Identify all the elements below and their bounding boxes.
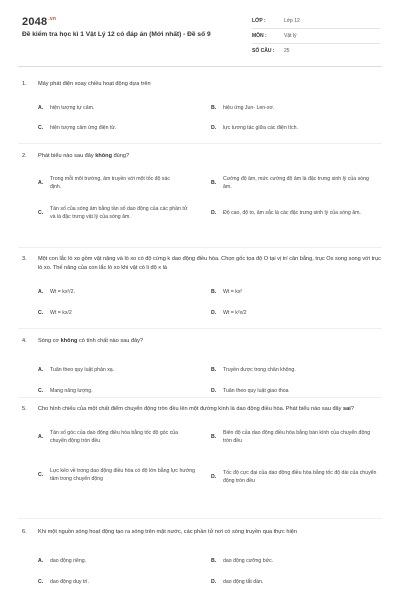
question-header	[22, 528, 382, 537]
option-c[interactable]	[38, 578, 208, 586]
option-text: Tốc độ cực đại của dao động điều hòa bằng tốc độ dài của chuyển động tròn đều	[223, 470, 377, 484]
question-header	[22, 255, 382, 273]
option-letter: B.	[211, 434, 217, 440]
question-1	[22, 80, 382, 129]
options-grid	[38, 537, 382, 587]
header-divider	[18, 66, 382, 67]
options-grid	[38, 346, 382, 394]
meta-key: MÔN :	[252, 33, 267, 39]
option-text: Lực kéo về trong dao động điều hòa có độ lớn bằng lực hướng tâm trong chuyển động	[50, 468, 195, 482]
option-letter: C.	[38, 210, 44, 216]
option-text: Mang năng lượng.	[50, 388, 93, 394]
question-4	[22, 337, 382, 394]
option-a[interactable]	[38, 288, 208, 296]
divider	[18, 328, 382, 329]
option-c[interactable]	[38, 387, 208, 395]
option-letter: A.	[38, 434, 44, 440]
option-letter: C.	[38, 388, 44, 394]
option-b[interactable]	[211, 104, 381, 112]
option-text: lực tương tác giữa các điện tích.	[223, 125, 298, 131]
meta-row-subject	[252, 29, 380, 44]
option-letter: A.	[38, 289, 44, 295]
question-text-part: ?	[350, 406, 354, 412]
option-text: Biên độ của dao động điều hòa bằng bán kính của chuyển động tròn đều	[223, 430, 371, 444]
option-text: dao động duy trì.	[50, 579, 89, 585]
option-c[interactable]	[38, 309, 208, 317]
meta-key: SỐ CÂU :	[252, 48, 275, 54]
option-d[interactable]	[211, 578, 381, 586]
option-text: hiện tượng tự cảm.	[50, 105, 95, 111]
question-text-emphasis: sai	[343, 406, 351, 412]
option-formula: Wt = kx/2	[50, 310, 72, 316]
options-grid	[38, 414, 382, 504]
divider	[18, 143, 382, 144]
question-text-part: Sóng cơ	[38, 338, 61, 344]
option-letter: D.	[211, 474, 217, 480]
divider	[18, 518, 382, 519]
option-text: hiện tượng cảm ứng điện từ.	[50, 125, 117, 131]
question-text	[38, 405, 382, 414]
option-letter: A.	[38, 558, 44, 564]
option-letter: D.	[211, 210, 217, 216]
option-letter: A.	[38, 180, 44, 186]
options-grid	[38, 89, 382, 129]
option-text: dao động cưỡng bức.	[223, 558, 274, 564]
document-title: Đề kiểm tra học kì 1 Vật Lý 12 có đáp án (Mới nhất) - Đề số 9	[22, 31, 211, 38]
question-text-emphasis: không	[60, 338, 78, 344]
meta-row-class	[252, 14, 380, 29]
question-5	[22, 405, 382, 504]
option-letter: D.	[211, 579, 217, 585]
question-text-part: đúng?	[112, 153, 130, 159]
option-text: dao động tắt dần.	[223, 579, 264, 585]
question-number: 4.	[22, 338, 27, 344]
question-text-part: Cho hình chiếu của một chất điểm chuyển động tròn đều lên một đường kính là dao động điều hòa. Phát biểu nào sau đây	[38, 406, 344, 412]
option-formula: Wt = kx²	[223, 289, 243, 295]
options-grid	[38, 161, 382, 241]
question-number: 1.	[22, 81, 27, 87]
meta-value: 25	[284, 48, 290, 54]
option-letter: C.	[38, 125, 44, 131]
option-d[interactable]	[211, 124, 381, 132]
option-letter: A.	[38, 367, 44, 373]
option-b[interactable]	[211, 366, 381, 374]
option-text: Cường độ âm, mức cường độ âm là đặc trưng sinh lý của sóng âm.	[223, 176, 369, 190]
question-6	[22, 528, 382, 587]
option-text: Truyền được trong chân không.	[223, 367, 296, 373]
meta-value: Lớp 12	[284, 18, 300, 24]
option-text: Trong mỗi môi trường, âm truyền với một tốc độ xác định.	[50, 176, 170, 190]
option-c[interactable]	[38, 205, 208, 221]
option-letter: D.	[211, 310, 217, 316]
option-letter: A.	[38, 105, 44, 111]
meta-panel	[252, 14, 380, 58]
option-text: Độ cao, độ to, âm sắc là các đặc trưng sinh lý của sóng âm.	[223, 210, 361, 216]
option-formula: Wt = k²x/2	[223, 310, 247, 316]
question-header	[22, 80, 382, 89]
option-letter: B.	[211, 558, 217, 564]
question-text-part: Phát biểu nào sau đây	[38, 153, 96, 159]
question-text: Khi một nguồn sóng hoạt động tạo ra sóng trên mặt nước, các phần tử nơi có sóng truyền qua thực hiện	[38, 529, 297, 535]
option-text: Tuân theo quy luật phản xạ.	[50, 367, 115, 373]
meta-value: Vật lý	[284, 33, 297, 39]
question-text: Một con lắc lò xo gồm vật nặng và lò xo có độ cứng k dao động điều hòa. Chọn gốc tọa độ O tại vị trí cân bằng, trục Ox song song với trục lò xo. Thế năng của con lắc lò xo khi vật có li độ x là	[38, 256, 381, 271]
option-d[interactable]	[211, 469, 381, 485]
question-number: 5.	[22, 406, 27, 412]
option-letter: B.	[211, 105, 217, 111]
option-text: Tuân theo quy luật giao thoa	[223, 388, 289, 394]
option-b[interactable]	[211, 288, 381, 296]
option-text: dao động riêng.	[50, 558, 87, 564]
option-b[interactable]	[211, 557, 381, 565]
option-text: Tần số của sóng âm bằng tần số dao động của các phần tử và là đặc trưng vật lý của sóng âm.	[50, 206, 188, 220]
question-text-part: có tính chất nào sau đây?	[77, 338, 144, 344]
question-header	[22, 405, 382, 414]
logo-text: 2048	[22, 16, 48, 28]
option-formula: Wt = kx²/2.	[50, 289, 75, 295]
option-letter: C.	[38, 472, 44, 478]
question-text	[38, 337, 382, 346]
question-number: 2.	[22, 153, 27, 159]
divider	[18, 397, 382, 398]
question-header	[22, 152, 382, 161]
question-text	[38, 152, 382, 161]
question-3	[22, 255, 382, 323]
site-logo[interactable]	[22, 16, 56, 28]
question-header	[22, 337, 382, 346]
option-a[interactable]	[38, 175, 208, 191]
option-letter: C.	[38, 310, 44, 316]
option-d[interactable]	[211, 309, 381, 317]
option-a[interactable]	[38, 429, 208, 445]
question-number: 3.	[22, 256, 27, 262]
option-letter: D.	[211, 125, 217, 131]
option-text: Tần số góc của dao động điều hòa bằng tốc độ góc của chuyển động tròn đều	[50, 430, 179, 444]
option-b[interactable]	[211, 175, 381, 191]
option-letter: B.	[211, 367, 217, 373]
meta-row-count	[252, 44, 380, 58]
options-grid	[38, 273, 382, 323]
logo-suffix: .vn	[48, 16, 57, 22]
option-c[interactable]	[38, 467, 208, 483]
divider	[18, 247, 382, 248]
option-letter: B.	[211, 180, 217, 186]
option-letter: D.	[211, 388, 217, 394]
question-text-emphasis: không	[95, 153, 113, 159]
option-c[interactable]	[38, 124, 208, 132]
question-number: 6.	[22, 529, 27, 535]
option-a[interactable]	[38, 557, 208, 565]
meta-key: LỚP :	[252, 18, 266, 24]
question-text: Máy phát điện xoay chiều hoạt động dựa trên	[38, 81, 151, 87]
option-letter: B.	[211, 289, 217, 295]
option-d[interactable]	[211, 387, 381, 395]
question-2	[22, 152, 382, 241]
option-a[interactable]	[38, 104, 208, 112]
option-text: hiệu ứng Jun- Len-xơ.	[223, 105, 275, 111]
option-d[interactable]	[211, 209, 381, 217]
option-b[interactable]	[211, 429, 381, 445]
option-a[interactable]	[38, 366, 208, 374]
option-letter: C.	[38, 579, 44, 585]
